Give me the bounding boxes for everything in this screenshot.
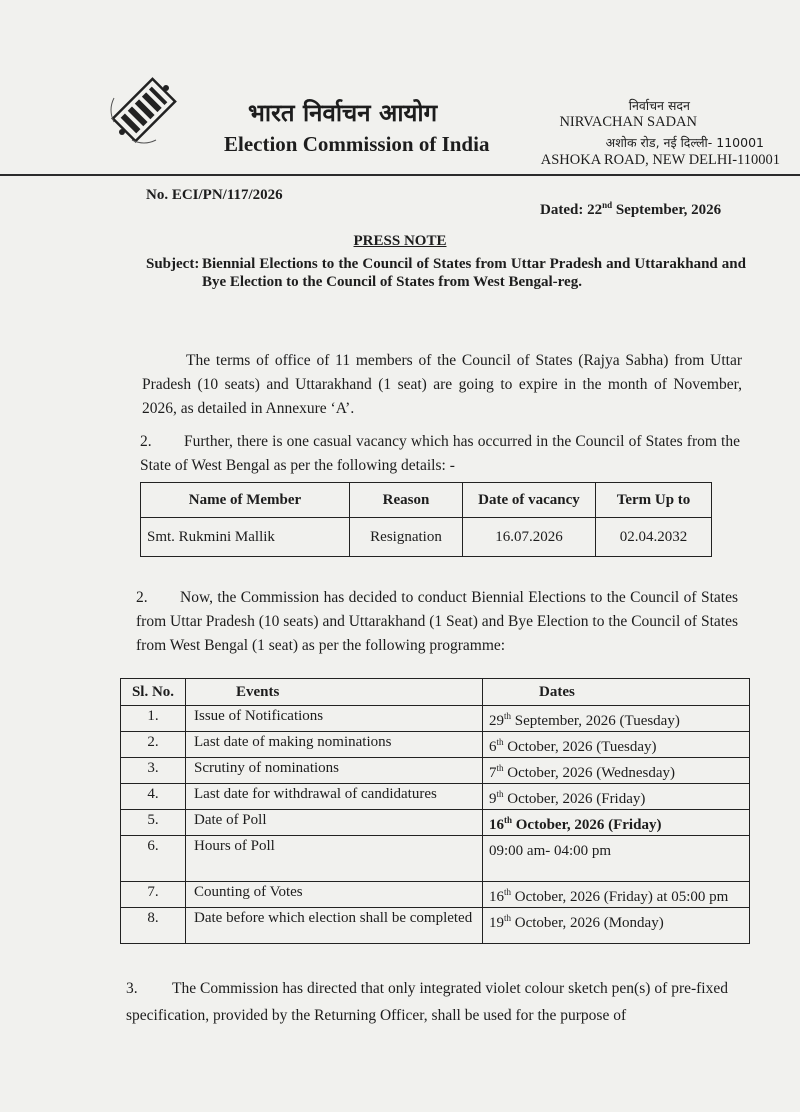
event-date bbox=[483, 810, 750, 836]
paragraph-2 bbox=[140, 430, 740, 478]
paragraph-1: The terms of office of 11 members of the Council of States (Rajya Sabha) from Uttar Pradesh (10 seats) and Uttarakhand (1 seat) are going to expire in the month of November, 2026, as detailed in Annexure ‘A’. bbox=[142, 352, 742, 417]
date-day: 9 bbox=[489, 791, 497, 807]
date-day: 09:00 am- 04:00 pm bbox=[489, 843, 612, 859]
vacancy-table bbox=[140, 482, 712, 557]
event-date bbox=[483, 784, 750, 810]
org-name-hindi: भारत निर्वाचन आयोग bbox=[248, 99, 438, 127]
event-date bbox=[483, 706, 750, 732]
date-rest: October, 2026 (Tuesday) bbox=[503, 739, 657, 755]
date-rest: September, 2026 (Tuesday) bbox=[511, 713, 680, 729]
date-ordinal: th bbox=[496, 789, 504, 799]
schedule-header bbox=[121, 679, 750, 706]
subject-line bbox=[146, 255, 746, 291]
col-header: Name of Member bbox=[141, 483, 350, 518]
paragraph-2-text: Further, there is one casual vacancy which has occurred in the Council of States from the State of West Bengal as per the following details: - bbox=[140, 433, 740, 474]
date-day: 6 bbox=[489, 739, 497, 755]
date-ordinal: th bbox=[504, 887, 512, 897]
date-day: 16 bbox=[489, 817, 504, 833]
table-row bbox=[121, 784, 750, 810]
term-up-to: 02.04.2032 bbox=[596, 518, 712, 557]
event-name: Date of Poll bbox=[186, 810, 483, 836]
event-date bbox=[483, 908, 750, 944]
paragraph-4-number: 3. bbox=[126, 980, 138, 997]
paragraph-4-text: The Commission has directed that only integrated violet colour sketch pen(s) of pre-fixed specification, provided by the Returning Officer, shall be used for the purpose of bbox=[126, 980, 728, 1024]
event-name: Hours of Poll bbox=[186, 836, 483, 882]
event-name: Counting of Votes bbox=[186, 882, 483, 908]
address-hindi-line2: अशोक रोड, नई दिल्ली- 110001 bbox=[605, 135, 764, 150]
event-name: Last date for withdrawal of candidatures bbox=[186, 784, 483, 810]
date-day: 19 bbox=[489, 915, 504, 931]
serial-number: 5. bbox=[121, 810, 186, 836]
event-name: Date before which election shall be completed bbox=[186, 908, 483, 944]
date-rest: October, 2026 (Friday) at 05:00 pm bbox=[511, 889, 729, 905]
date-rest: October, 2026 (Friday) bbox=[503, 791, 646, 807]
event-date bbox=[483, 882, 750, 908]
date-day: 7 bbox=[489, 765, 497, 781]
vacancy-reason: Resignation bbox=[350, 518, 463, 557]
serial-number: 8. bbox=[121, 908, 186, 944]
col-header: Date of vacancy bbox=[463, 483, 596, 518]
vacancy-date: 16.07.2026 bbox=[463, 518, 596, 557]
paragraph-2-number: 2. bbox=[140, 433, 152, 450]
paragraph-3-text: Now, the Commission has decided to conduct Biennial Elections to the Council of States from Uttar Pradesh (10 seats) and Uttarakhand (1 Seat) and Bye Election to the Council of States from West Bengal (1 seat) as per the following programme: bbox=[136, 589, 738, 654]
eci-logo bbox=[102, 68, 186, 152]
serial-number: 4. bbox=[121, 784, 186, 810]
subject-text: Biennial Elections to the Council of States from Uttar Pradesh and Uttarakhand and Bye Election to the Council of States from West Bengal-reg. bbox=[202, 256, 746, 290]
header-divider bbox=[0, 174, 800, 176]
org-name-english: Election Commission of India bbox=[224, 132, 490, 156]
col-header: Events bbox=[186, 679, 483, 706]
serial-number: 2. bbox=[121, 732, 186, 758]
col-header: Term Up to bbox=[596, 483, 712, 518]
schedule-table bbox=[120, 678, 750, 944]
address-english-line2: ASHOKA ROAD, NEW DELHI-110001 bbox=[540, 152, 780, 168]
date-day: 29 bbox=[489, 713, 504, 729]
event-date bbox=[483, 732, 750, 758]
date-line: Dated: 22nd September, 2026 bbox=[540, 200, 722, 218]
date-ordinal: th bbox=[504, 913, 512, 923]
address-hindi-line1: निर्वाचन सदन bbox=[628, 98, 690, 113]
event-date bbox=[483, 836, 750, 882]
table-row bbox=[141, 518, 712, 557]
table-row bbox=[121, 758, 750, 784]
paragraph-3-number: 2. bbox=[136, 589, 148, 606]
serial-number: 6. bbox=[121, 836, 186, 882]
member-name: Smt. Rukmini Mallik bbox=[141, 518, 350, 557]
serial-number: 3. bbox=[121, 758, 186, 784]
table-row bbox=[121, 810, 750, 836]
date-rest: October, 2026 (Friday) bbox=[512, 817, 662, 833]
table-row bbox=[121, 908, 750, 944]
event-date bbox=[483, 758, 750, 784]
vacancy-table-header bbox=[141, 483, 712, 518]
paragraph-3 bbox=[136, 586, 738, 658]
table-row bbox=[121, 882, 750, 908]
col-header: Sl. No. bbox=[121, 679, 186, 706]
date-ordinal: th bbox=[504, 711, 512, 721]
event-name: Last date of making nominations bbox=[186, 732, 483, 758]
paragraph-4 bbox=[126, 975, 728, 1029]
date-rest: October, 2026 (Monday) bbox=[511, 915, 664, 931]
document-title: PRESS NOTE bbox=[353, 233, 447, 249]
date-day: 16 bbox=[489, 889, 504, 905]
date-ordinal: th bbox=[496, 763, 504, 773]
table-row bbox=[121, 706, 750, 732]
serial-number: 1. bbox=[121, 706, 186, 732]
serial-number: 7. bbox=[121, 882, 186, 908]
col-header: Reason bbox=[350, 483, 463, 518]
table-row bbox=[121, 732, 750, 758]
table-row bbox=[121, 836, 750, 882]
event-name: Issue of Notifications bbox=[186, 706, 483, 732]
date-ordinal: th bbox=[496, 737, 504, 747]
date-rest: October, 2026 (Wednesday) bbox=[503, 765, 675, 781]
reference-number: No. ECI/PN/117/2026 bbox=[146, 187, 283, 203]
col-header: Dates bbox=[483, 679, 750, 706]
event-name: Scrutiny of nominations bbox=[186, 758, 483, 784]
address-english-line1: NIRVACHAN SADAN bbox=[559, 114, 697, 130]
subject-label: Subject: bbox=[146, 256, 200, 272]
date-ordinal: th bbox=[504, 815, 513, 825]
